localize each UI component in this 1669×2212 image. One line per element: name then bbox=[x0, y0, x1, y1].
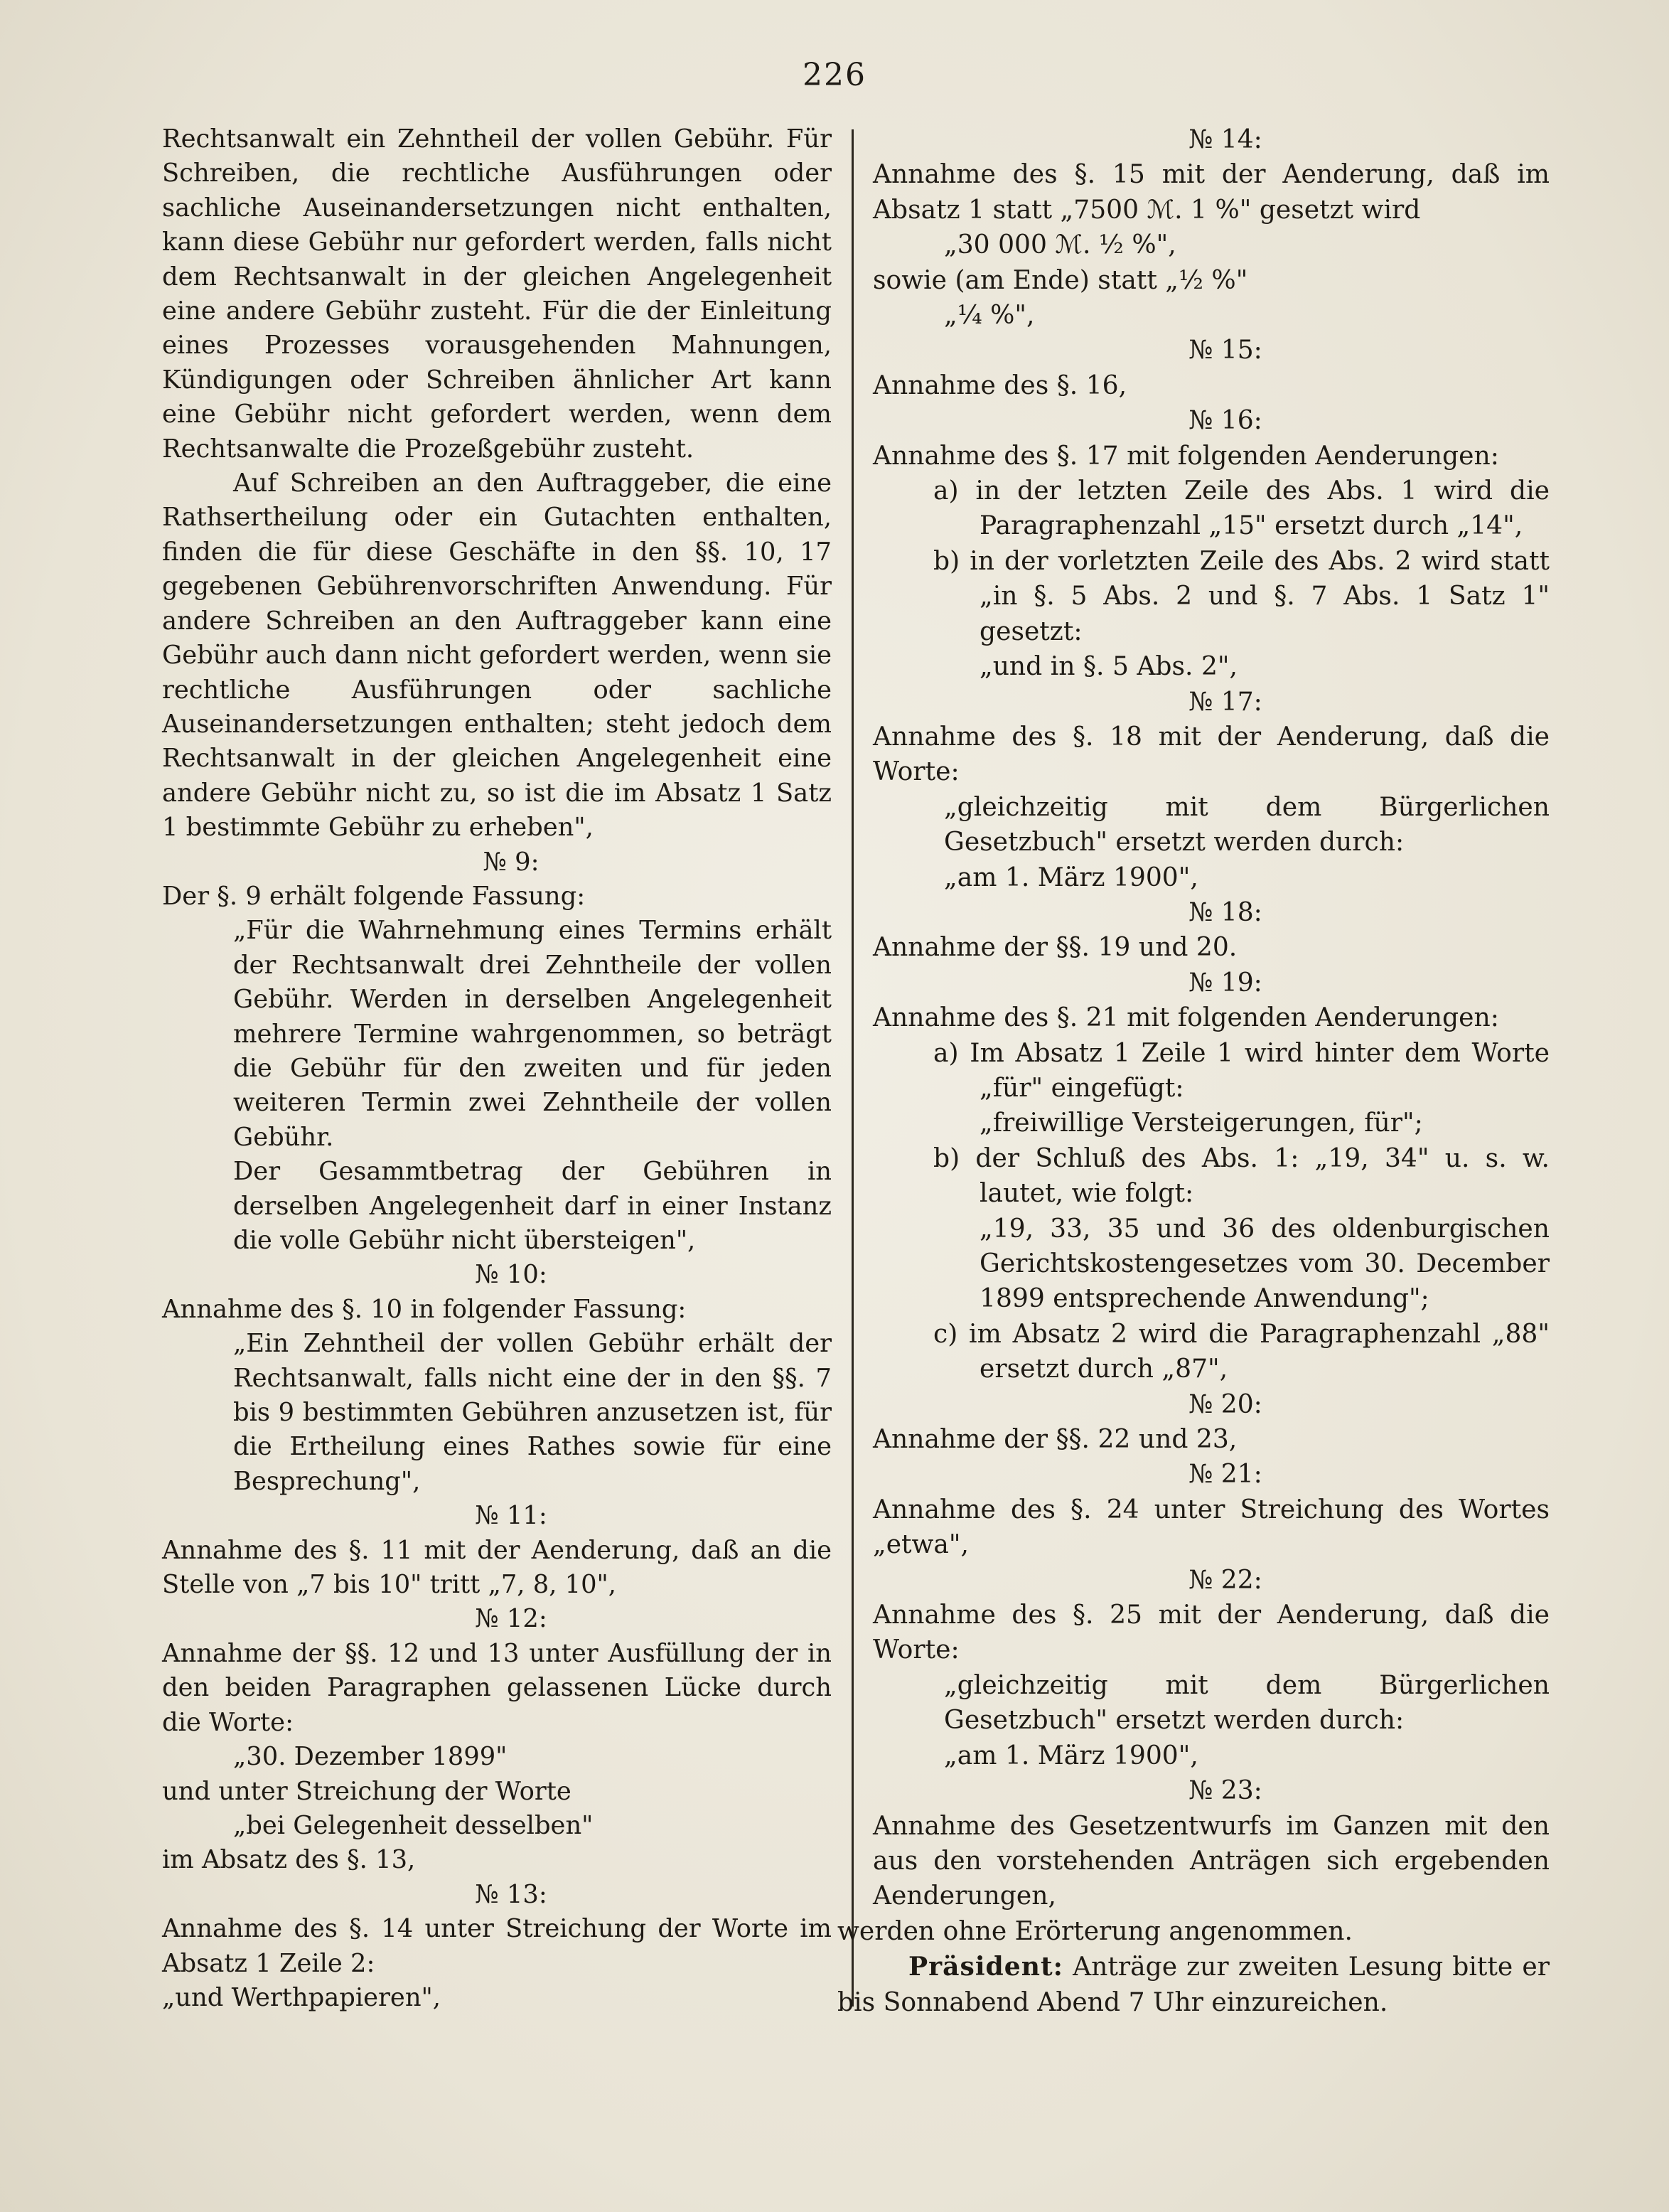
paragraph: „Ein Zehntheil der vollen Gebühr erhält der Rechtsanwalt, falls nicht eine der in den §§. 7 bis 9 bestimmten Gebühren anzusetzen ist, für die Ertheilung eines Rathes sowie für eine Besprechung", bbox=[233, 1329, 832, 1496]
paragraph: Annahme des §. 10 in folgender Fassung: bbox=[162, 1294, 687, 1324]
paragraph: „und Werthpapieren", bbox=[162, 1982, 441, 2012]
left-column bbox=[162, 122, 832, 2015]
paragraph: Rechtsanwalt ein Zehntheil der vollen Gebühr. Für Schreiben, die rechtliche Ausführungen oder sachliche Auseinandersetzungen nicht enthalten, kann diese Gebühr nur gefordert werden, falls nicht dem Rechtsanwalt in der gleichen Angelegenheit eine andere Gebühr zusteht. Für die der Einleitung eines Prozesses vorausgehenden Mahnungen, Kündigungen oder Schreiben ähnlicher Art kann eine Gebühr nicht gefordert werden, wenn dem Rechtsanwalte die Prozeßgebühr zusteht. bbox=[162, 124, 832, 464]
paragraph: Annahme der §§. 12 und 13 unter Ausfüllung der in den beiden Paragraphen gelassenen Lücke durch die Worte: bbox=[162, 1638, 832, 1737]
section-number: № 12: bbox=[475, 1604, 547, 1634]
page-number: 226 bbox=[803, 57, 866, 93]
paragraph: Annahme der §§. 22 und 23, bbox=[873, 1424, 1238, 1455]
section-number: № 15: bbox=[1188, 335, 1262, 365]
paragraph: a) Im Absatz 1 Zeile 1 wird hinter dem Worte „für" eingefügt: bbox=[933, 1037, 1550, 1103]
paragraph: b) der Schluß des Abs. 1: „19, 34" u. s. w. lautet, wie folgt: bbox=[933, 1143, 1550, 1209]
paragraph: b) in der vorletzten Zeile des Abs. 2 wird statt „in §. 5 Abs. 2 und §. 7 Abs. 1 Satz 1" gesetzt: bbox=[933, 545, 1550, 646]
paragraph: „30. Dezember 1899" bbox=[233, 1742, 508, 1772]
section-number: № 20: bbox=[1188, 1389, 1262, 1419]
paragraph: „gleichzeitig mit dem Bürgerlichen Gesetzbuch" ersetzt werden durch: bbox=[944, 791, 1550, 857]
speaker-text: Anträge zur zweiten Lesung bitte er bis Sonnabend Abend 7 Uhr einzureichen. bbox=[837, 1952, 1550, 2017]
section-number: № 16: bbox=[1188, 405, 1262, 436]
paragraph: „am 1. März 1900", bbox=[944, 862, 1198, 892]
paragraph: Annahme des §. 18 mit der Aenderung, daß die Worte: bbox=[873, 721, 1550, 787]
section-number: № 23: bbox=[1188, 1775, 1262, 1806]
speaker-name: Präsident: bbox=[908, 1951, 1063, 1982]
paragraph: „19, 33, 35 und 36 des oldenburgischen Gerichtskostengesetzes vom 30. December 1899 entsprechende Anwendung"; bbox=[980, 1213, 1550, 1314]
closing-line: werden ohne Erörterung angenommen. bbox=[837, 1916, 1353, 1946]
paragraph: Annahme des §. 21 mit folgenden Aenderungen: bbox=[873, 1003, 1499, 1033]
paragraph: Annahme des §. 24 unter Streichung des Wortes „etwa", bbox=[873, 1494, 1550, 1560]
paragraph: „am 1. März 1900", bbox=[944, 1740, 1198, 1770]
section-number: № 17: bbox=[1188, 686, 1262, 717]
paragraph: und unter Streichung der Worte bbox=[162, 1776, 571, 1806]
section-number: № 11: bbox=[475, 1501, 547, 1531]
section-number: № 14: bbox=[1188, 124, 1262, 154]
paragraph: „gleichzeitig mit dem Bürgerlichen Gesetzbuch" ersetzt werden durch: bbox=[944, 1669, 1550, 1736]
section-number: № 19: bbox=[1188, 967, 1262, 998]
section-number: № 9: bbox=[483, 847, 540, 877]
section-number: № 10: bbox=[475, 1260, 547, 1290]
column-divider bbox=[852, 129, 854, 2007]
paragraph: „freiwillige Versteigerungen, für"; bbox=[980, 1108, 1423, 1138]
paragraph: a) in der letzten Zeile des Abs. 1 wird die Paragraphenzahl „15" ersetzt durch „14", bbox=[933, 476, 1550, 541]
section-number: № 22: bbox=[1188, 1564, 1262, 1595]
paragraph: Auf Schreiben an den Auftraggeber, die eine Rathsertheilung oder ein Gutachten enthalten, finden die für diese Geschäfte in den §§. 10, 17 gegebenen Gebührenvorschriften Anwendung. Für andere Schreiben an den Auftraggeber kann eine Gebühr auch dann nicht gefordert werden, wenn sie rechtliche Ausführungen oder sachliche Auseinandersetzungen enthalten; steht jedoch dem Rechtsanwalt in der gleichen Angelegenheit eine andere Gebühr nicht zu, so ist die im Absatz 1 Satz 1 bestimmte Gebühr zu erheben", bbox=[162, 469, 832, 843]
paragraph: Annahme der §§. 19 und 20. bbox=[873, 932, 1238, 963]
paragraph: im Absatz des §. 13, bbox=[162, 1845, 416, 1875]
paragraph: sowie (am Ende) statt „½ %" bbox=[873, 265, 1248, 295]
right-column bbox=[837, 122, 1550, 2020]
paragraph: „Für die Wahrnehmung eines Termins erhält der Rechtsanwalt drei Zehntheile der vollen Gebühr. Werden in derselben Angelegenheit mehrere Termine wahrgenommen, so beträgt die Gebühr für den zweiten und für jeden weiteren Termin zwei Zehntheile der vollen Gebühr. bbox=[233, 916, 832, 1152]
paragraph: „¼ %", bbox=[944, 300, 1035, 331]
paragraph: Annahme des §. 11 mit der Aenderung, daß an die Stelle von „7 bis 10" tritt „7, 8, 10", bbox=[162, 1535, 832, 1600]
section-number: № 18: bbox=[1188, 897, 1262, 927]
section-number: № 21: bbox=[1188, 1459, 1262, 1490]
section-number: № 13: bbox=[475, 1879, 547, 1909]
paragraph: Annahme des Gesetzentwurfs im Ganzen mit den aus den vorstehenden Anträgen sich ergebenden Aenderungen, bbox=[873, 1810, 1550, 1911]
paragraph: Annahme des §. 25 mit der Aenderung, daß die Worte: bbox=[873, 1600, 1550, 1665]
paragraph: Annahme des §. 15 mit der Aenderung, daß im Absatz 1 statt „7500 ℳ. 1 %" gesetzt wird bbox=[873, 159, 1550, 225]
paragraph: „30 000 ℳ. ½ %", bbox=[944, 230, 1176, 260]
paragraph: c) im Absatz 2 wird die Paragraphenzahl „88" ersetzt durch „87", bbox=[933, 1318, 1550, 1384]
paragraph: „bei Gelegenheit desselben" bbox=[233, 1810, 594, 1840]
paragraph: Der §. 9 erhält folgende Fassung: bbox=[162, 881, 586, 911]
paragraph: Annahme des §. 14 unter Streichung der Worte im Absatz 1 Zeile 2: bbox=[162, 1914, 832, 1978]
paragraph: Annahme des §. 16, bbox=[873, 370, 1127, 400]
paragraph: Annahme des §. 17 mit folgenden Aenderungen: bbox=[873, 440, 1499, 471]
paragraph: „und in §. 5 Abs. 2", bbox=[980, 651, 1238, 682]
president-statement bbox=[837, 1949, 1550, 2020]
paragraph: Der Gesammtbetrag der Gebühren in derselben Angelegenheit darf in einer Instanz die volle Gebühr nicht übersteigen", bbox=[233, 1157, 832, 1255]
